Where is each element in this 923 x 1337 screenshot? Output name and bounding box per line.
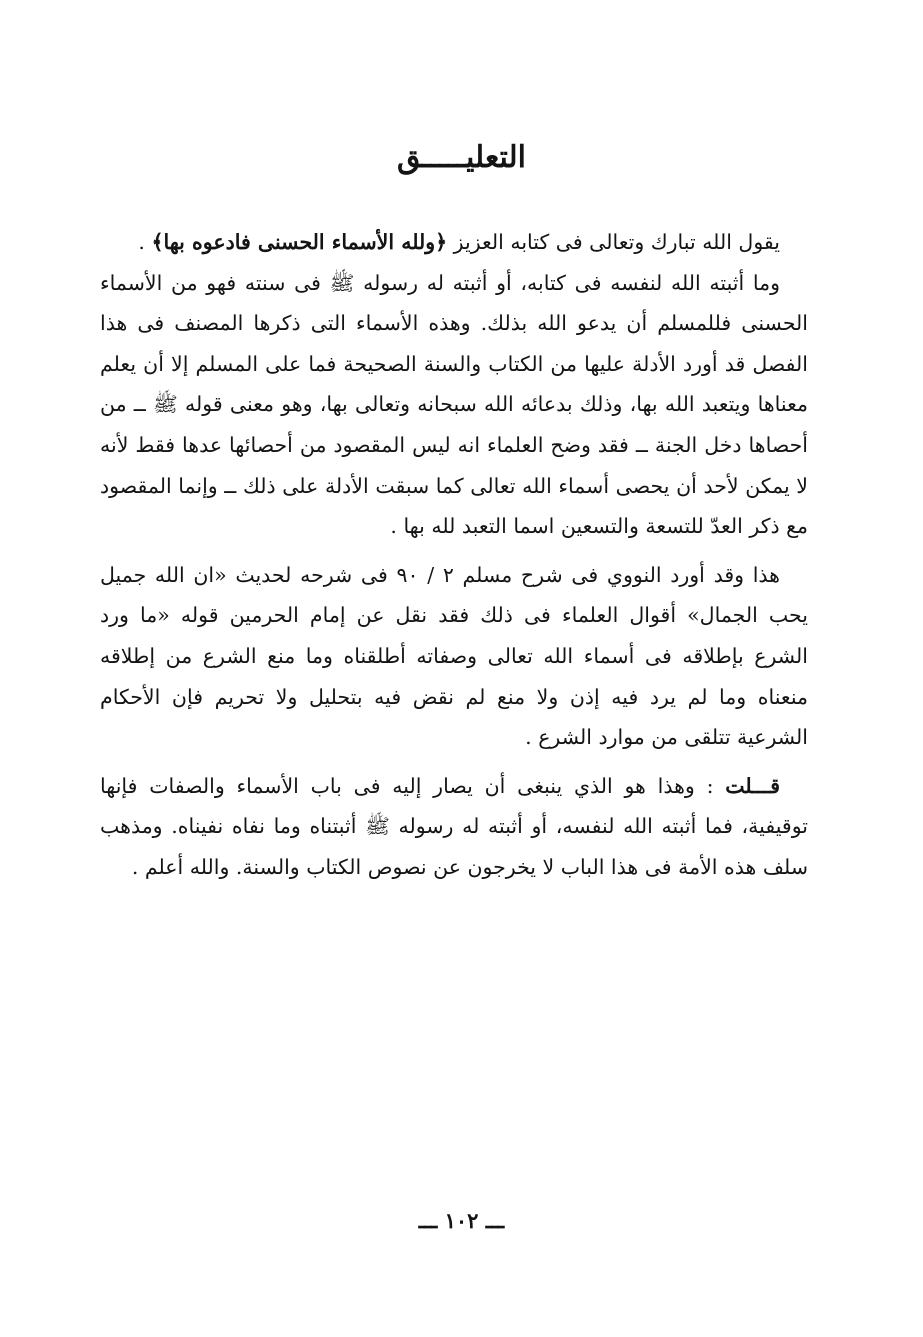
paragraph-end: . [138, 230, 152, 254]
quran-quote: ﴿ولله الأسماء الحسنى فادعوه بها﴾ [151, 230, 448, 254]
paragraph-author-conclusion [100, 766, 808, 888]
paragraph-quran-verse [100, 222, 808, 263]
page-title: التعليـــــق [397, 140, 526, 175]
page-body [100, 222, 808, 888]
conclusion-text: : وهذا هو الذي ينبغى أن يصار إليه فى باب الأسماء والصفات فإنها توقيفية، فما أثبته الله لنفسه، أو أثبته له رسوله ﷺ أثبتناه وما نفاه نفيناه. ومذهب سلف هذه الأمة فى هذا الباب لا يخرجون عن نصوص الكتاب والسنة. والله أعلم . [100, 773, 808, 879]
qult-lead-word: قـــلت [725, 773, 780, 798]
paragraph-names-explanation: وما أثبته الله لنفسه فى كتابه، أو أثبته له رسوله ﷺ فى سنته فهو من الأسماء الحسنى فللمسلم أن يدعو الله بذلك. وهذه الأسماء التى ذكرها المصنف فى هذا الفصل قد أورد الأدلة عليها من الكتاب والسنة الصحيحة فما على المسلم إلا أن يعلم معناها ويتعبد الله بها، وذلك بدعائه الله سبحانه وتعالى بها، وهو معنى قوله ﷺ ــ من أحصاها دخل الجنة ــ فقد وضح العلماء انه ليس المقصود من أحصائها عدها فقط لأنه لا يمكن لأحد أن يحصى أسماء الله تعالى كما سبقت الأدلة على ذلك ــ وإنما المقصود مع ذكر العدّ للتسعة والتسعين اسما التعبد لله بها . [100, 270, 808, 539]
paragraph-nawawi-citation: هذا وقد أورد النووي فى شرح مسلم ٢ / ٩٠ فى شرحه لحديث «ان الله جميل يحب الجمال» أقوال العلماء فى ذلك فقد نقل عن إمام الحرمين قوله «ما ورد الشرع بإطلاقه فى أسماء الله تعالى وصفاته أطلقناه وما منع الشرع من إطلاقه منعناه وما لم يرد فيه إذن ولا منع لم نقض فيه بتحليل ولا تحريم فإن الأحكام الشرعية تتلقى من موارد الشرع . [100, 562, 808, 750]
intro-text: يقول الله تبارك وتعالى فى كتابه العزيز [453, 230, 780, 254]
page-number: ـــ ١٠٢ ـــ [418, 1208, 505, 1233]
